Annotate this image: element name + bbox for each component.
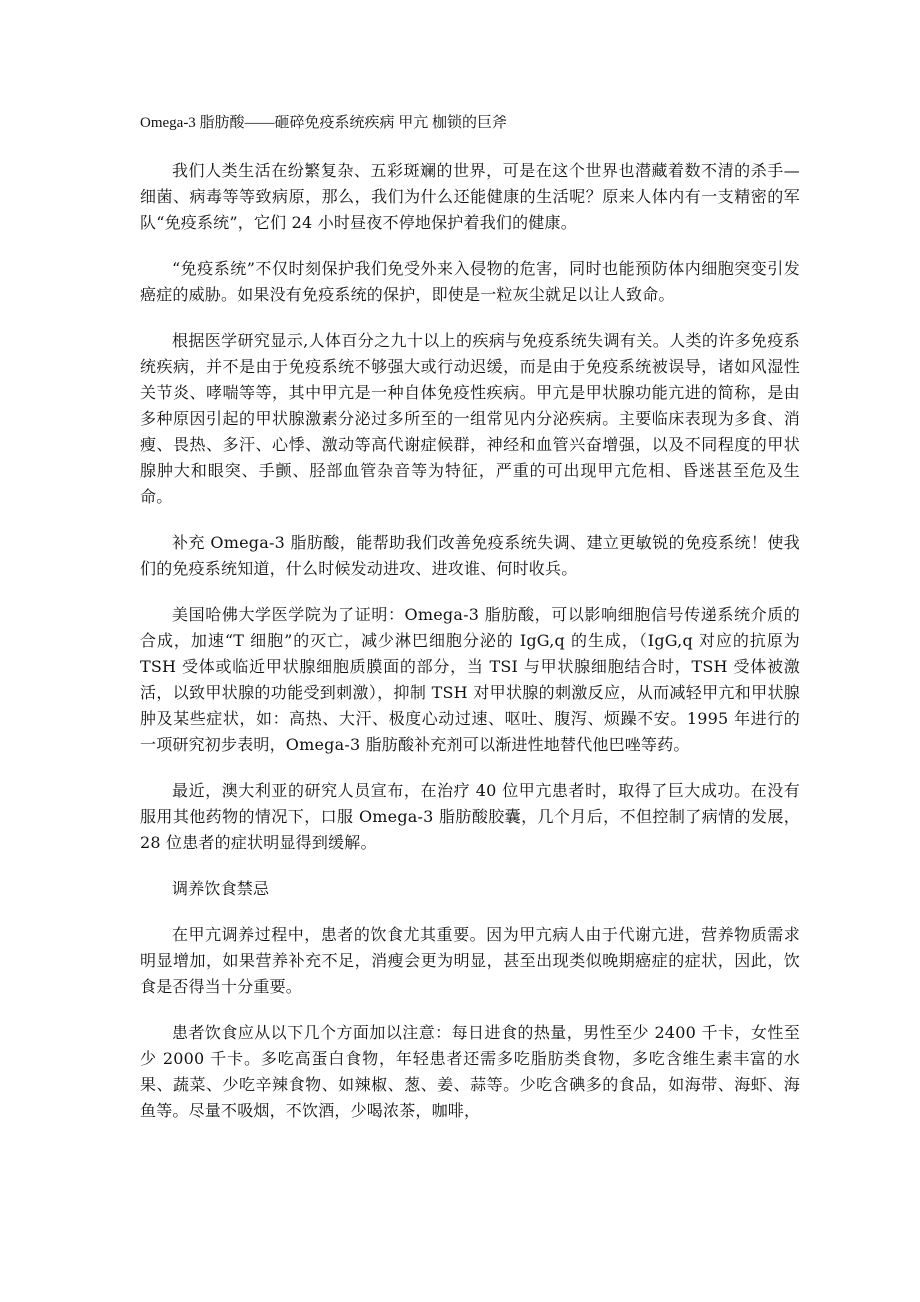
paragraph-harvard-study: 美国哈佛大学医学院为了证明：Omega-3 脂肪酸，可以影响细胞信号传递系统介质的合成，加速“T 细胞”的灭亡，减少淋巴细胞分泌的 IgG,q 的生成，（IgG,q 对应的抗原为 TSH 受体或临近甲状腺细胞质膜面的部分，当 TSI 与甲状腺细胞结合时，TSH 受体被激活，以致甲状腺的功能受到刺激），抑制 TSH 对甲状腺的刺激反应，从而减轻甲亢和甲状腺肿及某些症状，如：高热、大汗、极度心动过速、呕吐、腹泻、烦躁不安。1995 年进行的一项研究初步表明，Omega-3 脂肪酸补充剂可以渐进性地替代他巴唑等药。 — [140, 605, 800, 754]
paragraph-australia-study: 最近，澳大利亚的研究人员宣布，在治疗 40 位甲亢患者时，取得了巨大成功。在没有服用其他药物的情况下，口服 Omega-3 脂肪酸胶囊，几个月后，不但控制了病情的发展，28 位患者的症状明显得到缓解。 — [140, 781, 800, 852]
paragraph-diet-advice: 患者饮食应从以下几个方面加以注意：每日进食的热量，男性至少 2400 千卡，女性至少 2000 千卡。多吃高蛋白食物，年轻患者还需多吃脂肪类食物，多吃含维生素丰富的水果、蔬菜、少吃辛辣食物、如辣椒、葱、姜、蒜等。少吃含碘多的食品，如海带、海虾、海鱼等。尽量不吸烟，不饮酒，少喝浓茶，咖啡， — [140, 1023, 800, 1120]
section-heading-diet: 调养饮食禁忌 — [172, 879, 270, 898]
paragraph-omega3-supplement: 补充 Omega-3 脂肪酸，能帮助我们改善免疫系统失调、建立更敏锐的免疫系统！使我们的免疫系统知道，什么时候发动进攻、进攻谁、何时收兵。 — [140, 533, 800, 578]
paragraph-diet-importance: 在甲亢调养过程中，患者的饮食尤其重要。因为甲亢病人由于代谢亢进，营养物质需求明显增加，如果营养补充不足，消瘦会更为明显，甚至出现类似晚期癌症的症状，因此，饮食是否得当十分重要。 — [140, 925, 800, 996]
document-title: Omega-3 脂肪酸——砸碎免疫系统疾病 甲亢 枷锁的巨斧 — [140, 115, 508, 131]
document-body — [140, 110, 800, 1144]
paragraph-immune-protection: “免疫系统”不仅时刻保护我们免受外来入侵物的危害，同时也能预防体内细胞突变引发癌症的威胁。如果没有免疫系统的保护，即使是一粒灰尘就足以让人致命。 — [140, 259, 800, 304]
paragraph-immune-army: 我们人类生活在纷繁复杂、五彩斑斓的世界，可是在这个世界也潜藏着数不清的杀手—细菌、病毒等等致病原，那么，我们为什么还能健康的生活呢？原来人体内有一支精密的军队“免疫系统”，它们 24 小时昼夜不停地保护着我们的健康。 — [140, 161, 800, 232]
paragraph-hyperthyroidism: 根据医学研究显示,人体百分之九十以上的疾病与免疫系统失调有关。人类的许多免疫系统疾病，并不是由于免疫系统不够强大或行动迟缓，而是由于免疫系统被误导，诸如风湿性关节炎、哮喘等等，其中甲亢是一种自体免疫性疾病。甲亢是甲状腺功能亢进的简称，是由多种原因引起的甲状腺激素分泌过多所至的一组常见内分泌疾病。主要临床表现为多食、消瘦、畏热、多汗、心悸、激动等高代谢症候群，神经和血管兴奋增强，以及不同程度的甲状腺肿大和眼突、手颤、胫部血管杂音等为特征，严重的可出现甲亢危相、昏迷甚至危及生命。 — [140, 331, 800, 506]
